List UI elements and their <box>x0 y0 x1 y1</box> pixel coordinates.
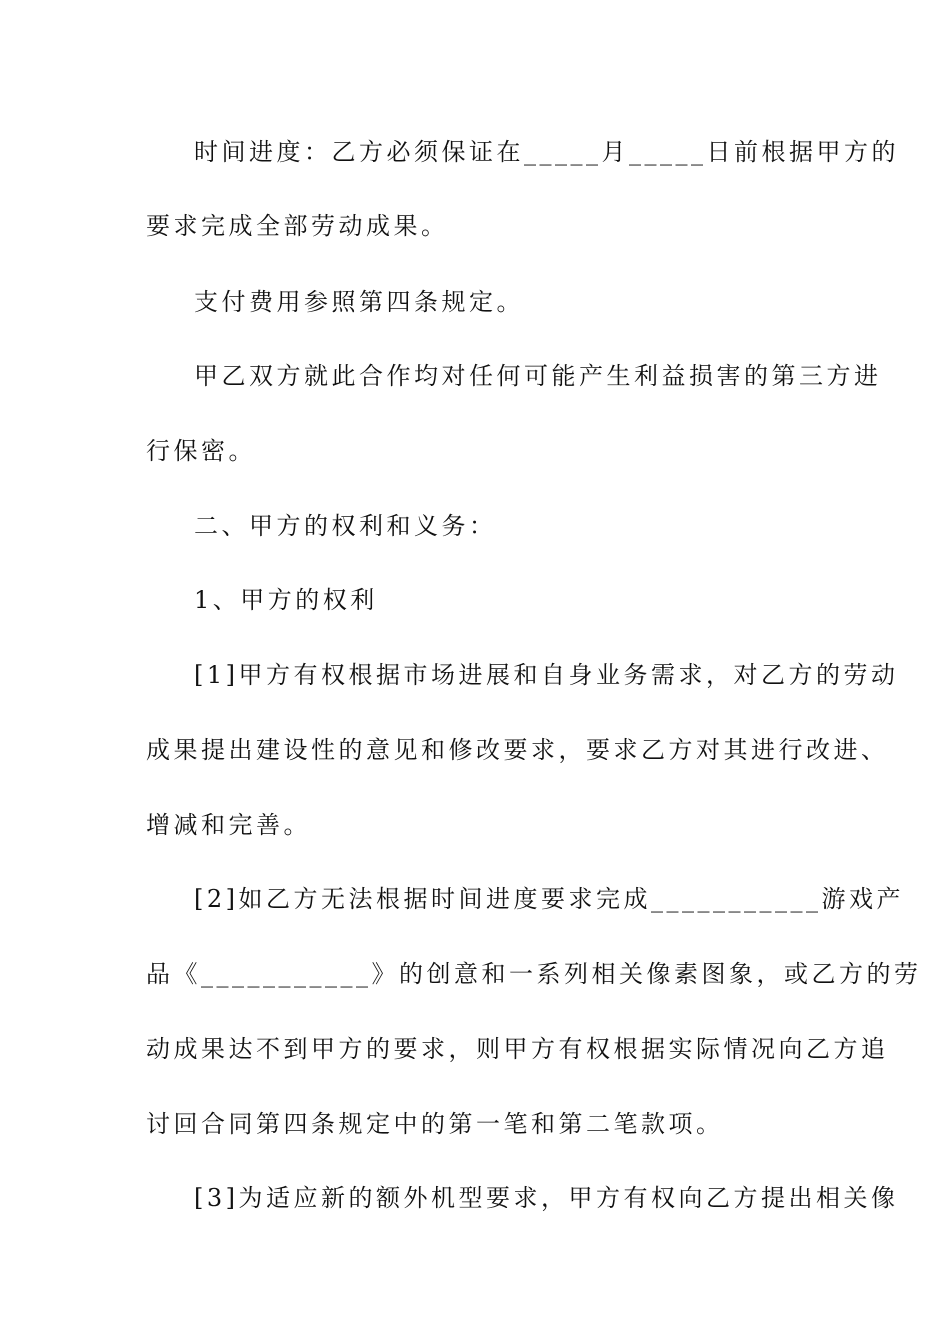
clause-2-line-1: [2]如乙方无法根据时间进度要求完成___________游戏产 <box>194 885 904 913</box>
clause-1-line-2: 成果提出建设性的意见和修改要求，要求乙方对其进行改进、 <box>146 736 889 764</box>
clause-2-line-3: 动成果达不到甲方的要求，则甲方有权根据实际情况向乙方追 <box>146 1035 889 1063</box>
paragraph-confidentiality-line-2: 行保密。 <box>146 437 256 465</box>
subsection-heading-party-a-rights: 1、甲方的权利 <box>194 586 378 614</box>
clause-2-line-4: 讨回合同第四条规定中的第一笔和第二笔款项。 <box>146 1110 724 1138</box>
paragraph-payment: 支付费用参照第四条规定。 <box>194 288 524 316</box>
section-heading-party-a-rights-obligations: 二、甲方的权利和义务： <box>194 512 497 540</box>
clause-1-line-3: 增减和完善。 <box>146 811 311 839</box>
paragraph-time-schedule-line-2: 要求完成全部劳动成果。 <box>146 212 449 240</box>
clause-2-line-2: 品《___________》的创意和一系列相关像素图象，或乙方的劳 <box>146 960 922 988</box>
paragraph-confidentiality-line-1: 甲乙双方就此合作均对任何可能产生利益损害的第三方进 <box>194 362 882 390</box>
clause-1-line-1: [1]甲方有权根据市场进展和自身业务需求，对乙方的劳动 <box>194 661 899 689</box>
paragraph-time-schedule-line-1: 时间进度：乙方必须保证在_____月_____日前根据甲方的 <box>194 138 899 166</box>
clause-3-line-1: [3]为适应新的额外机型要求，甲方有权向乙方提出相关像 <box>194 1184 899 1212</box>
